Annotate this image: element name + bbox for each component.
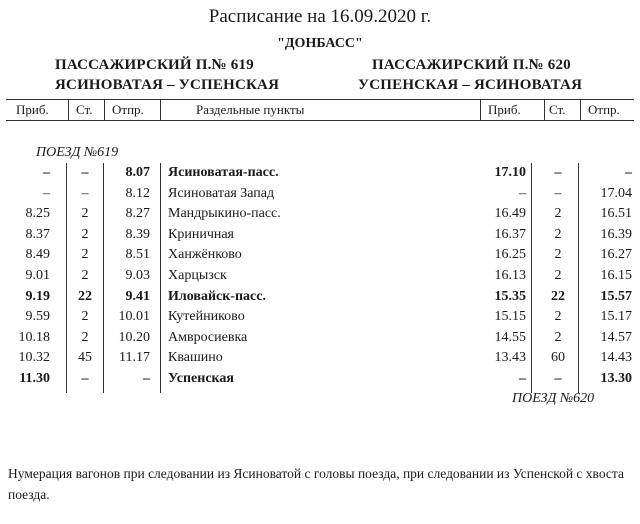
col-arrival: Приб. (16, 102, 49, 117)
table-row (0, 307, 640, 328)
cell-arr1: – (43, 165, 50, 180)
cell-arr1: 10.32 (18, 350, 50, 366)
train-619-label: ПОЕЗД №619 (36, 145, 119, 160)
cell-dep1: 10.01 (118, 309, 150, 325)
cell-arr1: – (43, 185, 50, 201)
col-arrival-2: Приб. (488, 102, 521, 117)
cell-st2: 2 (554, 247, 562, 263)
cell-arr2: – (519, 371, 526, 386)
cell-dep2: 15.57 (600, 288, 632, 304)
cell-arr2: 15.35 (494, 288, 526, 304)
cell-dep2: 16.51 (600, 206, 632, 222)
cell-dep1: 8.12 (125, 185, 150, 201)
cell-st1: 2 (81, 226, 89, 242)
cell-arr2: 13.43 (494, 350, 526, 366)
cell-dep2: 16.15 (600, 268, 632, 283)
cell-st2: 2 (554, 329, 562, 345)
cell-dep2: – (625, 165, 632, 180)
table-row (0, 163, 640, 184)
cell-arr2: 16.25 (494, 247, 526, 263)
cell-dep1: 10.20 (118, 329, 150, 345)
col-stop: Ст. (76, 102, 93, 117)
route-name: "ДОНБАСС" (277, 36, 363, 51)
cell-st1: – (81, 165, 89, 180)
cell-station: Мандрыкино-пасс. (168, 206, 281, 222)
cell-arr1: 8.25 (25, 206, 50, 222)
cell-dep2: 14.57 (600, 329, 632, 345)
cell-st1: – (81, 371, 89, 386)
cell-st1: – (81, 185, 89, 201)
cell-station: Криничная (168, 226, 235, 242)
left-train-number: ПАССАЖИРСКИЙ П.№ 619 (55, 57, 254, 73)
cell-dep1: 9.03 (125, 268, 150, 283)
column-header-row (6, 99, 634, 121)
cell-arr2: 16.49 (494, 206, 526, 222)
cell-arr1: 8.49 (25, 247, 50, 263)
cell-dep1: – (143, 371, 150, 386)
cell-arr1: 9.19 (25, 288, 50, 304)
page-title: Расписание на 16.09.2020 г. (208, 6, 432, 27)
cell-arr2: 17.10 (494, 165, 526, 180)
cell-dep2: 16.39 (600, 226, 632, 242)
col-departure-2: Отпр. (588, 102, 620, 117)
cell-dep1: 11.17 (119, 350, 150, 366)
cell-arr2: 15.15 (494, 309, 526, 325)
cell-arr2: – (519, 185, 526, 201)
cell-arr1: 9.59 (25, 309, 50, 325)
table-row (0, 204, 640, 225)
cell-station: Амвросиевка (168, 329, 248, 345)
cell-st2: – (554, 185, 562, 201)
cell-st2: 2 (554, 309, 562, 325)
cell-dep1: 9.41 (125, 288, 150, 304)
cell-dep2: 14.43 (600, 350, 632, 366)
table-row (0, 328, 640, 349)
table-row (0, 348, 640, 369)
cell-dep1: 8.39 (125, 226, 150, 242)
cell-dep1: 8.51 (125, 247, 150, 263)
cell-st2: 2 (554, 226, 562, 242)
cell-st2: – (554, 165, 562, 180)
left-train-route: ЯСИНОВАТАЯ – УСПЕНСКАЯ (55, 77, 280, 93)
cell-station: Ханжёнково (168, 247, 242, 263)
table-row (0, 369, 640, 390)
car-numbering-note: Нумерация вагонов при следовании из Ясиноватой с головы поезда, при следовании из Успенской с хвоста поезда. (8, 466, 624, 502)
cell-st1: 2 (81, 268, 89, 283)
cell-st2: 22 (551, 288, 565, 304)
table-row (0, 245, 640, 266)
cell-arr1: 9.01 (25, 268, 50, 283)
cell-station: Успенская (168, 371, 234, 386)
cell-arr1: 8.37 (25, 226, 50, 242)
cell-st1: 2 (81, 206, 89, 222)
cell-st1: 2 (81, 247, 89, 263)
col-stop-2: Ст. (549, 102, 566, 117)
table-row (0, 287, 640, 308)
cell-station: Иловайск-пасс. (168, 288, 266, 304)
cell-station: Квашино (168, 350, 223, 366)
cell-arr1: 11.30 (19, 371, 50, 386)
cell-arr2: 16.13 (494, 268, 526, 283)
cell-station: Ясиноватая-пасс. (168, 165, 279, 180)
col-stations: Раздельные пункты (196, 102, 305, 117)
cell-st2: 60 (551, 350, 565, 366)
cell-arr2: 14.55 (494, 329, 526, 345)
cell-st1: 22 (78, 288, 92, 304)
cell-dep1: 8.07 (125, 165, 150, 180)
cell-st1: 2 (81, 329, 89, 345)
table-row (0, 184, 640, 205)
cell-st1: 2 (81, 309, 89, 325)
right-train-number: ПАССАЖИРСКИЙ П.№ 620 (372, 57, 571, 73)
right-train-route: УСПЕНСКАЯ – ЯСИНОВАТАЯ (358, 77, 583, 93)
cell-st2: 2 (554, 206, 562, 222)
cell-station: Харцызск (168, 268, 227, 283)
cell-dep2: 16.27 (600, 247, 632, 263)
cell-dep1: 8.27 (125, 206, 150, 222)
cell-st2: – (554, 371, 562, 386)
cell-dep2: 17.04 (600, 185, 632, 201)
cell-dep2: 15.17 (600, 309, 632, 325)
cell-st2: 2 (554, 268, 562, 283)
table-row (0, 225, 640, 246)
cell-dep2: 13.30 (600, 371, 632, 386)
cell-station: Ясиноватая Запад (168, 185, 275, 201)
train-620-label: ПОЕЗД №620 (512, 391, 595, 406)
cell-arr2: 16.37 (494, 226, 526, 242)
col-departure: Отпр. (112, 102, 144, 117)
table-row (0, 266, 640, 287)
cell-station: Кутейниково (168, 309, 245, 325)
cell-st1: 45 (78, 350, 92, 366)
cell-arr1: 10.18 (18, 329, 50, 345)
